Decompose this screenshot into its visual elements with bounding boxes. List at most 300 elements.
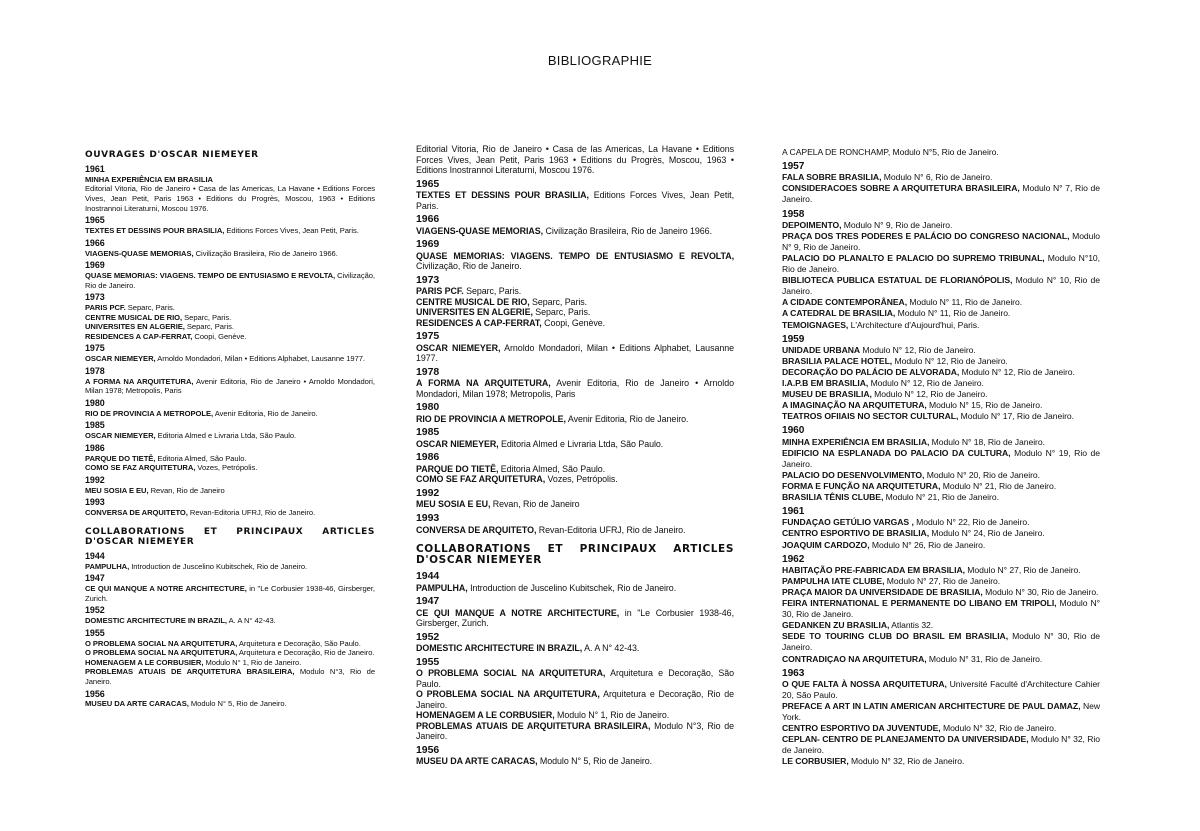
- bibliography-entry: [85, 658, 375, 668]
- year-group: [416, 179, 734, 212]
- entry-title: EDIFICIO NA ESPLANADA DO PALACIO DA CULTURA,: [782, 447, 1011, 458]
- bibliography-entry: [85, 409, 375, 419]
- bibliography-entry: [416, 689, 734, 710]
- year-label: 1957: [782, 161, 805, 173]
- bibliography-entry: [416, 721, 734, 742]
- year-label: 1956: [85, 688, 105, 699]
- entry-title: CEPLAN- CENTRO DE PLANEJAMENTO DA UNIVERSIDADE,: [782, 734, 1029, 745]
- entry-detail: Modulo N° 30, Rio de Janeiro.: [782, 631, 1100, 653]
- year-group: [85, 444, 375, 473]
- entry-detail: Arnoldo Mondadori, Milan • Editions Alphabet, Lausanne 1977.: [155, 354, 365, 364]
- year-label: 1944: [85, 550, 105, 561]
- entry-detail: Modulo N° 7, Rio de Janeiro.: [782, 183, 1100, 205]
- year-group: [85, 367, 375, 396]
- entry-detail: Modulo N° 19, Rio de Janeiro.: [782, 447, 1100, 469]
- entry-detail: Civilização Brasileira, Rio de Janeiro 1966.: [543, 225, 712, 236]
- bibliography-entry: [85, 431, 375, 441]
- year-label: 1975: [85, 343, 105, 354]
- entry-title: HABITAÇÃO PRE-FABRICADA EM BRASILIA,: [782, 564, 965, 575]
- year-group: [85, 165, 375, 213]
- year-group: [85, 421, 375, 440]
- year-group: [782, 209, 1100, 331]
- entry-title: MEU SOSIA E EU,: [85, 485, 149, 495]
- year-label: 1969: [85, 260, 105, 271]
- entry-title: PARIS PCF.: [85, 303, 126, 313]
- year-label: 1986: [85, 442, 105, 453]
- bibliography-entry: [85, 616, 375, 626]
- entry-title: HOMENAGEM A LE CORBUSIER,: [416, 710, 555, 721]
- column-left: [85, 146, 375, 709]
- entry-detail: Modulo N° 12, Rio de Janeiro.: [959, 366, 1075, 377]
- entry-detail: A. A N° 42-43.: [226, 616, 276, 626]
- entry-title: A FORMA NA ARQUITETURA,: [85, 376, 194, 386]
- entry-title: CONTRADIÇAO NA ARQUITETURA,: [782, 653, 927, 664]
- entry-title: MUSEU DA ARTE CARACAS,: [85, 699, 189, 709]
- year-group: [782, 554, 1100, 665]
- entry-title: QUASE MEMORIAS: VIAGENS. TEMPO DE ENTUSIASMO E REVOLTA,: [85, 271, 336, 280]
- entry-detail: Université Faculté d'Architecture Cahier 20, São Paulo.: [782, 678, 1100, 700]
- bibliography-entry: [85, 175, 375, 185]
- entry-detail: Editoria Almed e Livraria Ltda, São Paulo.: [155, 431, 297, 441]
- entry-title: O PROBLEMA SOCIAL NA ARQUITETURA,: [416, 689, 600, 700]
- entry-detail: Modulo N° 6, Rio de Janeiro.: [881, 172, 993, 183]
- entry-title: MINHA EXPERIÊNCIA EM BRASILIA,: [782, 436, 930, 447]
- entry-title: TEMOIGNAGES,: [782, 319, 849, 330]
- entry-title: CENTRE MUSICAL DE RIO,: [416, 296, 530, 307]
- section-heading: OUVRAGES D'OSCAR NIEMEYER: [85, 150, 259, 160]
- entry-detail: Separc, Paris.: [182, 312, 232, 322]
- entry-title: OSCAR NIEMEYER,: [416, 438, 499, 449]
- entry-title: LE CORBUSIER,: [782, 756, 849, 767]
- entry-detail: Modulo N° 9, Rio de Janeiro.: [782, 230, 1100, 252]
- entry-title: MEU SOSIA E EU,: [416, 499, 491, 510]
- year-group: [782, 668, 1100, 768]
- bibliography-entry: [85, 184, 375, 213]
- entry-detail: Modulo N° 30, Rio de Janeiro.: [782, 598, 1100, 620]
- bibliography-entry: [782, 631, 1100, 653]
- entry-detail: Arquitetura e Decoração, Rio de Janeiro.: [237, 648, 375, 658]
- entry-detail: Modulo N° 12, Rio de Janeiro.: [892, 355, 1008, 366]
- year-group: [85, 293, 375, 341]
- continued-entry: A CAPELA DE RONCHAMP, Modulo N°5, Rio de Janeiro.: [782, 147, 999, 157]
- entry-detail: Modulo N° 32, Rio de Janeiro.: [848, 756, 965, 767]
- bibliography-entry: [782, 540, 1100, 551]
- entry-detail: Modulo N°3, Rio de Janeiro.: [85, 667, 375, 686]
- bibliography-entry: [782, 734, 1100, 756]
- entry-title: PARQUE DO TIETÊ,: [85, 453, 156, 463]
- entry-title: PARQUE DO TIETÊ,: [416, 463, 499, 474]
- bibliography-entry: [416, 499, 734, 510]
- entry-detail: Editorial Vitoria, Rio de Janeiro • Casa de las Americas, La Havane • Editions Forces Vives, Jean Petit, Paris 1963 • Editions du Progrès, Moscou, 1963 • Editions Inostrannoi Literaturni, Moscou 1976.: [85, 184, 375, 213]
- entry-detail: Modulo N° 10, Rio de Janeiro.: [782, 275, 1100, 297]
- bibliography-entry: [416, 474, 734, 485]
- entry-title: RIO DE PROVINCIA A METROPOLE,: [85, 408, 214, 418]
- entry-detail: Modulo N° 30, Rio de Janeiro.: [982, 586, 1099, 597]
- entry-title: CE QUI MANQUE A NOTRE ARCHITECTURE,: [85, 584, 247, 594]
- entry-detail: Modulo N° 11, Rio de Janeiro.: [907, 297, 1023, 308]
- bibliography-entry: [782, 481, 1100, 492]
- bibliography-entry: [416, 464, 734, 475]
- entry-title: PAMPULHA,: [85, 561, 130, 571]
- bibliography-entry: [416, 608, 734, 629]
- bibliography-entry: [782, 367, 1100, 378]
- year-label: 1952: [85, 605, 105, 616]
- year-group: [416, 214, 734, 236]
- bibliography-entry: [782, 308, 1100, 319]
- bibliography-entry: [85, 303, 375, 313]
- year-label: 1973: [416, 273, 440, 286]
- entry-title: O PROBLEMA SOCIAL NA ARQUITETURA,: [85, 648, 238, 658]
- entry-detail: Arquitetura e Decoração, Rio de Janeiro.: [416, 689, 734, 710]
- bibliography-entry: [782, 587, 1100, 598]
- entry-detail: Modulo N° 1, Rio de Janeiro.: [554, 710, 670, 721]
- year-label: 1965: [85, 215, 105, 226]
- year-group: [85, 239, 375, 258]
- bibliography-entry: [416, 643, 734, 654]
- entry-title: PROBLEMAS ATUAIS DE ARQUITETURA BRASILEIRA,: [85, 667, 295, 677]
- entry-detail: Modulo N° 11, Rio de Janeiro.: [895, 308, 1011, 319]
- entry-detail: Revan-Editoria UFRJ, Rio de Janeiro.: [187, 508, 316, 518]
- year-label: 1952: [416, 630, 440, 643]
- bibliography-entry: [85, 377, 375, 396]
- entry-title: MINHA EXPERIÊNCIA EM BRASILIA: [85, 174, 213, 184]
- entry-detail: Civilização Brasileira, Rio de Janeiro 1966.: [193, 248, 338, 258]
- bibliography-entry: [416, 668, 734, 689]
- bibliography-entry: [782, 172, 1100, 183]
- bibliography-entry: [782, 598, 1100, 620]
- bibliography-entry: [782, 701, 1100, 723]
- bibliography-entry: [782, 183, 1100, 205]
- entry-detail: in "Le Corbusier 1938-46, Girsberger, Zurich.: [85, 584, 375, 603]
- bibliography-entry: [416, 343, 734, 364]
- bibliography-entry: [416, 414, 734, 425]
- year-group: [85, 498, 375, 517]
- entry-title: DOMESTIC ARCHITECTURE IN BRAZIL,: [416, 643, 583, 654]
- entry-detail: Arquitetura e Decoração, São Paulo.: [237, 638, 361, 648]
- entry-title: FUNDAÇAO GETÚLIO VARGAS ,: [782, 517, 914, 528]
- entry-detail: Separc, Paris.: [463, 286, 522, 297]
- entry-detail: Modulo N° 15, Rio de Janeiro.: [926, 400, 1043, 411]
- entry-title: MUSEU DE BRASILIA,: [782, 389, 872, 400]
- bibliography-entry: [782, 231, 1100, 253]
- year-label: 1958: [782, 208, 805, 220]
- entry-detail: Modulo N° 20, Rio de Janeiro.: [924, 469, 1041, 480]
- year-label: 1966: [416, 213, 440, 226]
- entry-title: UNIVERSITES EN ALGERIE,: [85, 322, 185, 332]
- entry-title: FEIRA INTERNATIONAL E PERMANENTE DO LIBANO EM TRIPOLI,: [782, 598, 1057, 609]
- section-heading: COLLABORATIONS ET PRINCIPAUX ARTICLES D'OSCAR NIEMEYER: [416, 543, 734, 567]
- year-group: [85, 261, 375, 290]
- entry-detail: Modulo N° 12, Rio de Janeiro.: [860, 344, 976, 355]
- bibliography-entry: [85, 667, 375, 686]
- year-group: [416, 367, 734, 400]
- bibliography-entry: [782, 470, 1100, 481]
- bibliography-entry: [416, 190, 734, 211]
- bibliography-entry: [782, 565, 1100, 576]
- entry-detail: Editoria Almed, São Paulo.: [498, 463, 606, 474]
- entry-title: QUASE MEMORIAS: VIAGENS. TEMPO DE ENTUSIASMO E REVOLTA,: [416, 250, 734, 261]
- year-group: [416, 632, 734, 654]
- year-label: 1973: [85, 292, 105, 303]
- entry-detail: Introduction de Juscelino Kubitschek, Rio de Janeiro.: [129, 561, 308, 571]
- bibliography-entry: [782, 517, 1100, 528]
- entry-detail: Modulo N° 27, Rio de Janeiro.: [964, 564, 1081, 575]
- entry-detail: Modulo N° 9, Rio de Janeiro.: [841, 219, 953, 230]
- bibliography-entry: [85, 454, 375, 464]
- year-label: 1947: [416, 595, 440, 608]
- year-label: 1965: [416, 177, 440, 190]
- year-label: 1955: [416, 655, 440, 668]
- entry-title: OSCAR NIEMEYER,: [85, 431, 156, 441]
- year-label: 1944: [416, 570, 440, 583]
- year-label: 1947: [85, 573, 105, 584]
- bibliography-entry: [85, 463, 375, 473]
- entry-title: FORMA E FUNÇÃO NA ARQUITETURA,: [782, 480, 941, 491]
- entry-detail: Modulo N° 21, Rio de Janeiro.: [940, 480, 1057, 491]
- year-label: 1985: [416, 426, 440, 439]
- bibliography-entry: [85, 271, 375, 290]
- bibliography-entry: [782, 253, 1100, 275]
- entry-detail: Modulo N° 12, Rio de Janeiro.: [871, 389, 988, 400]
- year-label: 1969: [416, 238, 440, 251]
- bibliography-entry: [85, 226, 375, 236]
- entry-title: A CATEDRAL DE BRASILIA,: [782, 308, 896, 319]
- bibliography-entry: [782, 492, 1100, 503]
- bibliography-entry: [782, 220, 1100, 231]
- entry-detail: Separc, Paris.: [184, 322, 234, 332]
- entry-detail: Editions Forces Vives, Jean Petit, Paris.: [224, 226, 359, 236]
- continued-entry: Editorial Vitoria, Rio de Janeiro • Casa de las Americas, La Havane • Editions Forces Vives, Jean Petit, Paris 1963 • Editions du Progrès, Moscou, 1963 • Editions Inostrannoi Literaturni, Moscou 1976.: [416, 144, 734, 175]
- entry-detail: Arnoldo Mondadori, Milan • Editions Alphabet, Lausanne 1977.: [416, 342, 734, 364]
- entry-title: A FORMA NA ARQUITETURA,: [416, 378, 551, 389]
- entry-title: TEATROS OFIIAIS NO SECTOR CULTURAL,: [782, 411, 959, 422]
- entry-detail: L'Architecture d'Aujourd'hui, Paris.: [848, 319, 980, 330]
- year-group: [85, 690, 375, 709]
- year-label: 1993: [416, 511, 440, 524]
- entry-title: UNIDADE URBANA: [782, 344, 861, 355]
- bibliography-entry: [782, 345, 1100, 356]
- entry-title: VIAGENS-QUASE MEMORIAS,: [85, 248, 194, 258]
- entry-detail: Atlantis 32.: [889, 620, 934, 631]
- entry-title: PALACIO DO DESENVOLVIMENTO,: [782, 469, 925, 480]
- bibliography-entry: [782, 437, 1100, 448]
- year-label: 1985: [85, 420, 105, 431]
- entry-title: PRAÇA MAIOR DA UNIVERSIDADE DE BRASILIA,: [782, 586, 983, 597]
- bibliography-entry: [85, 249, 375, 259]
- entry-title: BRASILIA PALACE HOTEL,: [782, 355, 893, 366]
- year-group: [416, 275, 734, 329]
- entry-detail: Modulo N° 18, Rio de Janeiro.: [929, 436, 1045, 447]
- entry-title: VIAGENS-QUASE MEMORIAS,: [416, 225, 544, 236]
- entry-detail: Editoria Almed, São Paulo.: [155, 453, 247, 463]
- entry-detail: in "Le Corbusier 1938-46, Girsberger, Zurich.: [416, 607, 734, 629]
- entry-detail: Modulo N° 22, Rio de Janeiro.: [913, 517, 1030, 528]
- entry-title: CONSIDERACOES SOBRE A ARQUITETURA BRASILEIRA,: [782, 183, 1020, 194]
- bibliography-entry: [416, 525, 734, 536]
- year-group: [782, 334, 1100, 423]
- bibliography-entry: [85, 639, 375, 649]
- entry-detail: Avenir Editoria, Rio de Janeiro.: [213, 408, 318, 418]
- bibliography-entry: [782, 723, 1100, 734]
- entry-title: DEPOIMENTO,: [782, 219, 842, 230]
- entry-detail: A. A N° 42-43.: [582, 643, 640, 654]
- year-group: [416, 571, 734, 593]
- bibliography-entry: [85, 699, 375, 709]
- bibliography-entry: [85, 648, 375, 658]
- entry-detail: Revan, Rio de Janeiro: [148, 485, 225, 495]
- year-group: [85, 552, 375, 571]
- entry-title: CENTRO ESPORTIVO DE BRASILIA,: [782, 528, 930, 539]
- entry-title: O QUE FALTA À NOSSA ARQUITETURA,: [782, 678, 947, 689]
- year-label: 1978: [416, 365, 440, 378]
- bibliography-entry: [416, 756, 734, 767]
- entry-detail: Modulo N° 5, Rio de Janeiro.: [188, 699, 287, 709]
- entry-detail: Vozes, Petrópolis.: [545, 474, 618, 485]
- entry-detail: Modulo N° 32, Rio de Janeiro.: [940, 723, 1057, 734]
- bibliography-entry: [782, 378, 1100, 389]
- bibliography-entry: [782, 679, 1100, 701]
- year-label: 1986: [416, 451, 440, 464]
- entry-detail: Separc, Paris.: [125, 303, 175, 313]
- section-heading: COLLABORATIONS ET PRINCIPAUX ARTICLES D'OSCAR NIEMEYER: [85, 526, 375, 547]
- entry-title: GEDANKEN ZU BRASILIA,: [782, 620, 890, 631]
- year-label: 1956: [416, 743, 440, 756]
- entry-title: CONVERSA DE ARQUITETO,: [85, 508, 188, 518]
- bibliography-entry: [782, 620, 1100, 631]
- entry-detail: Modulo N° 31, Rio de Janeiro.: [926, 653, 1043, 664]
- year-label: 1975: [416, 330, 440, 343]
- entry-detail: Modulo N° 1, Rio de Janeiro.: [203, 657, 302, 667]
- entry-title: RIO DE PROVINCIA A METROPOLE,: [416, 413, 566, 424]
- bibliography-entry: [85, 486, 375, 496]
- year-group: [85, 574, 375, 603]
- year-group: [782, 425, 1100, 503]
- entry-title: CONVERSA DE ARQUITETO,: [416, 524, 537, 535]
- entry-detail: Introduction de Juscelino Kubitschek, Rio de Janeiro.: [467, 582, 677, 593]
- year-group: [416, 452, 734, 485]
- year-label: 1980: [416, 401, 440, 414]
- bibliography-entry: [782, 576, 1100, 587]
- entry-detail: Avenir Editoria, Rio de Janeiro.: [565, 413, 689, 424]
- column-middle: [416, 144, 734, 767]
- year-label: 1966: [85, 237, 105, 248]
- entry-title: CENTRO ESPORTIVO DA JUVENTUDE,: [782, 723, 941, 734]
- year-group: [416, 331, 734, 364]
- bibliography-entry: [416, 226, 734, 237]
- bibliography-entry: [85, 584, 375, 603]
- entry-title: PROBLEMAS ATUAIS DE ARQUITETURA BRASILEIRA,: [416, 720, 651, 731]
- entry-detail: Editoria Almed e Livraria Ltda, São Paulo.: [498, 438, 664, 449]
- entry-title: COMO SE FAZ ARQUITETURA,: [85, 463, 196, 473]
- entry-title: A CIDADE CONTEMPORÂNEA,: [782, 297, 908, 308]
- bibliography-entry: [782, 400, 1100, 411]
- entry-detail: Civilização, Rio de Janeiro.: [85, 271, 375, 290]
- year-group: [85, 344, 375, 363]
- year-group: [416, 513, 734, 535]
- entry-title: O PROBLEMA SOCIAL NA ARQUITETURA,: [85, 638, 238, 648]
- entry-detail: Modulo N° 24, Rio de Janeiro.: [929, 528, 1045, 539]
- bibliography-entry: [85, 354, 375, 364]
- entry-title: OSCAR NIEMEYER,: [85, 354, 156, 364]
- bibliography-entry: [416, 251, 734, 272]
- year-group: [85, 216, 375, 235]
- entry-title: MUSEU DA ARTE CARACAS,: [416, 756, 538, 767]
- bibliography-entry: [782, 411, 1100, 422]
- year-label: 1960: [782, 425, 805, 437]
- year-label: 1980: [85, 397, 105, 408]
- entry-detail: Revan-Editoria UFRJ, Rio de Janeiro.: [536, 524, 686, 535]
- entry-detail: Modulo N° 12, Rio de Janeiro.: [868, 378, 984, 389]
- bibliography-entry: [416, 318, 734, 329]
- year-label: 1992: [416, 486, 440, 499]
- entry-detail: Modulo N° 5, Rio de Janeiro.: [537, 756, 653, 767]
- bibliography-entry: [416, 286, 734, 297]
- entry-detail: Modulo N° 26, Rio de Janeiro.: [869, 539, 986, 550]
- entry-detail: New York.: [782, 700, 1100, 723]
- year-group: [416, 239, 734, 272]
- year-group: [416, 657, 734, 742]
- entry-detail: Modulo N° 27, Rio de Janeiro.: [884, 575, 1001, 586]
- bibliography-entry: [85, 313, 375, 323]
- year-group: [85, 606, 375, 625]
- entry-title: OSCAR NIEMEYER,: [416, 342, 501, 353]
- entry-title: BRASILIA TÊNIS CLUBE,: [782, 492, 884, 503]
- bibliography-entry: [416, 710, 734, 721]
- entry-title: A IMAGINAÇÃO NA ARQUITETURA,: [782, 400, 927, 411]
- bibliography-entry: [782, 528, 1100, 539]
- entry-title: FALA SOBRE BRASILIA,: [782, 172, 882, 183]
- entry-detail: Separc, Paris.: [532, 307, 591, 318]
- bibliography-entry: [416, 439, 734, 450]
- entry-title: PRAÇA DOS TRES PODERES E PALÁCIO DO CONGRESO NACIONAL,: [782, 230, 1070, 241]
- entry-detail: Avenir Editoria, Rio de Janeiro • Arnoldo Mondadori, Milan 1978; Metropolis, Paris: [85, 376, 375, 396]
- entry-title: TEXTES ET DESSINS POUR BRASILIA,: [416, 190, 589, 201]
- year-label: 1962: [782, 553, 805, 565]
- entry-detail: Modulo N°3, Rio de Janeiro.: [416, 720, 734, 742]
- entry-title: I.A.P.B EM BRASILIA,: [782, 378, 869, 389]
- entry-detail: Revan, Rio de Janeiro: [490, 499, 580, 510]
- entry-title: RESIDENCES A CAP-FERRAT,: [416, 317, 542, 328]
- year-group: [85, 476, 375, 495]
- bibliography-entry: [416, 297, 734, 308]
- page-title: BIBLIOGRAPHIE: [547, 53, 653, 68]
- entry-title: SEDE TO TOURING CLUB DO BRASIL EM BRASILIA,: [782, 631, 1009, 642]
- bibliography-entry: [85, 332, 375, 342]
- entry-detail: Vozes, Petrópolis.: [195, 463, 258, 473]
- bibliography-entry: [416, 378, 734, 399]
- bibliography-entry: [782, 756, 1100, 767]
- bibliography-entry: [416, 583, 734, 594]
- year-group: [85, 629, 375, 687]
- entry-title: RESIDENCES A CAP-FERRAT,: [85, 331, 193, 341]
- entry-detail: Modulo N° 32, Rio de Janeiro.: [782, 734, 1100, 756]
- entry-title: CENTRE MUSICAL DE RIO,: [85, 312, 183, 322]
- bibliography-entry: [85, 562, 375, 572]
- entry-detail: Editions Forces Vives, Jean Petit, Paris.: [416, 190, 734, 211]
- year-group: [85, 399, 375, 418]
- year-group: [416, 745, 734, 767]
- year-group: [416, 596, 734, 629]
- bibliography-entry: [416, 307, 734, 318]
- year-label: 1955: [85, 627, 105, 638]
- entry-title: PREFACE A ART IN LATIN AMERICAN ARCHITECTURE DE PAUL DAMAZ,: [782, 700, 1081, 711]
- entry-title: DECORAÇÃO DO PALÁCIO DE ALVORADA,: [782, 366, 960, 377]
- bibliography-entry: [782, 448, 1100, 470]
- entry-detail: Modulo N° 21, Rio de Janeiro.: [883, 492, 999, 503]
- year-group: [416, 427, 734, 449]
- year-label: 1978: [85, 365, 105, 376]
- year-group: [782, 161, 1100, 205]
